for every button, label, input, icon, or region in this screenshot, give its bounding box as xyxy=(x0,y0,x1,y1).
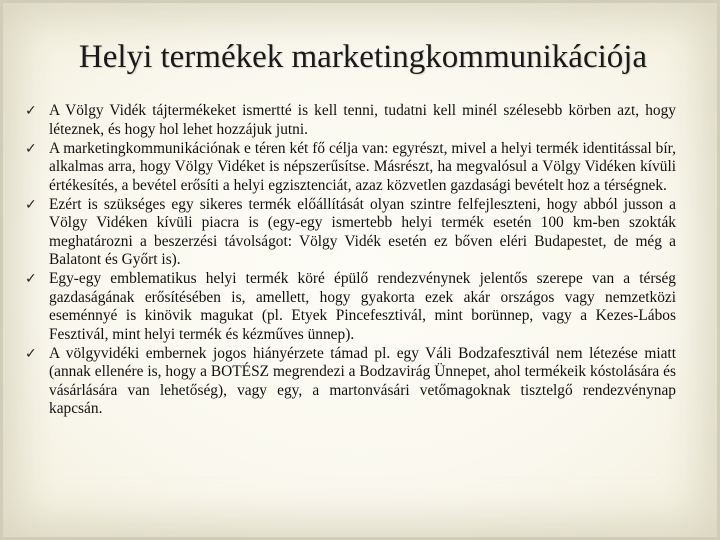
bullet-text: A Völgy Vidék tájtermékeket ismertté is kell tenni, tudatni kell minél szélesebb körben azt, hogy léteznek, és hogy hol lehet hozzájuk jutni. xyxy=(49,102,676,138)
check-mark-icon: ✓ xyxy=(25,140,37,157)
bullet-text: Egy-egy emblematikus helyi termék köré épülő rendezvénynek jelentős szerepe van a térség gazdaságának erősítésében is, amellett, hogy gyakorta ezek akár országos vagy nemzetközi eseménnyé is kinövik magukat (pl. Etyek Pincefesztivál, mint borünnep, vagy a Kezes-Lábos Fesztivál, mint helyi termék és kézműves ünnep). xyxy=(49,270,676,343)
slide-title: Helyi termékek marketingkommunikációja xyxy=(78,39,648,75)
bullet-item xyxy=(25,140,676,196)
bullet-text: A völgyvidéki embernek jogos hiányérzete támad pl. egy Váli Bodzafesztivál nem létezése miatt (annak ellenére is, hogy a BOTÉSZ megrendezi a Bodzavirág Ünnepet, ahol termékeik kóstolására és vásárlására van lehetőség), vagy egy, a martonvásári vetőmagoknak tisztelgő rendezvénynap kapcsán. xyxy=(49,344,676,418)
bullet-text: Ezért is szükséges egy sikeres termék előállítását olyan szintre felfejleszteni, hogy abból jusson a Völgy Vidéken kívüli piacra is (egy-egy ismertebb helyi termék esetén 100 km-ben szokták meghatározni a beszerzési távolságot: Völgy Vidék esetén ez bőven eléri Budapestet, de még a Balatont és Győrt is). xyxy=(49,195,676,269)
check-mark-icon: ✓ xyxy=(25,196,37,213)
check-mark-icon: ✓ xyxy=(25,271,37,288)
bullet-list xyxy=(25,102,676,419)
check-mark-icon: ✓ xyxy=(25,103,37,119)
bullet-item xyxy=(25,345,676,419)
bullet-item xyxy=(25,102,676,139)
bullet-item xyxy=(25,196,676,270)
check-mark-icon: ✓ xyxy=(25,345,37,362)
bullet-item xyxy=(25,270,676,344)
bullet-text: A marketingkommunikációnak e téren két fő célja van: egyrészt, mivel a helyi termék identitással bír, alkalmas arra, hogy Völgy Vidéket is népszerűsítse. Másrészt, ha megvalósul a Völgy Vidéken kívüli értékesítés, a bevétel erősíti a helyi egzisztenciát, azaz közvetlen gazdasági bevételt hoz a térségnek. xyxy=(49,139,676,194)
